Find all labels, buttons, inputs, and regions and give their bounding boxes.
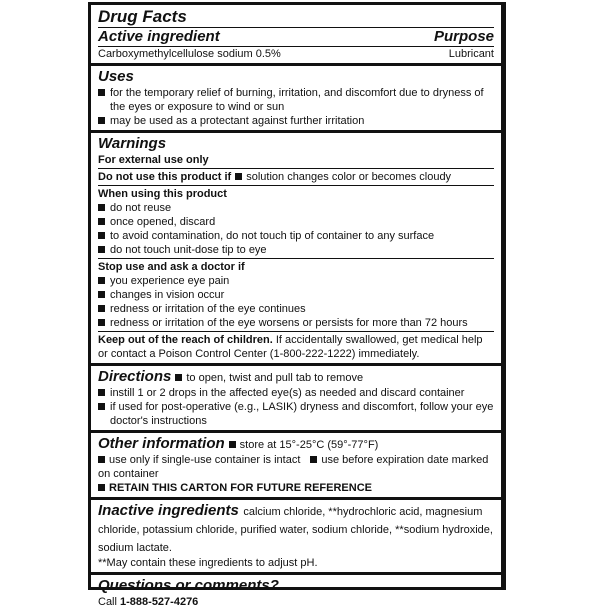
bullet-icon — [98, 305, 105, 312]
call-label: Call — [98, 596, 117, 608]
keep-out-block: Keep out of the reach of children. If accidentally swallowed, get medical help or contact a Poison Control Center (1-800-222-1222) immediately. — [98, 331, 494, 361]
bullet-icon — [229, 441, 236, 448]
inactive-ingredients-heading: Inactive ingredients — [98, 502, 239, 519]
bullet-icon — [98, 389, 105, 396]
list-item: to avoid contamination, do not touch tip of container to any surface — [98, 229, 494, 243]
purpose-value: Lubricant — [448, 48, 494, 60]
list-item: RETAIN THIS CARTON FOR FUTURE REFERENCE — [98, 481, 494, 495]
when-using-block: When using this product do not reuse once opened, discard to avoid contamination, do not touch tip of container to any surface do not touch unit-dose tip to eye — [98, 185, 494, 257]
list-item: redness or irritation of the eye worsens or persists for more than 72 hours — [98, 316, 494, 330]
stop-use-block: Stop use and ask a doctor if you experience eye pain changes in vision occur redness or irritation of the eye continues redness or irritation of the eye worsens or persists for more than 72 hours — [98, 258, 494, 330]
bullet-icon — [98, 291, 105, 298]
directions-heading: Directions — [98, 368, 172, 385]
bullet-icon — [175, 374, 182, 381]
do-not-use-block: Do not use this product if solution changes color or becomes cloudy — [98, 168, 494, 184]
active-ingredient-section — [91, 5, 501, 66]
bullet-icon — [98, 204, 105, 211]
bullet-icon — [310, 456, 317, 463]
list-item: may be used as a protectant against further irritation — [98, 114, 494, 128]
bullet-icon — [98, 319, 105, 326]
bullet-icon — [98, 218, 105, 225]
directions-section: Directions to open, twist and pull tab to remove instill 1 or 2 drops in the affected eye(s) as needed and discard container if used for post-operative (e.g., LASIK) dryness and discomfort, follow your eye doctor's instructions — [91, 366, 501, 433]
list-item: do not touch unit-dose tip to eye — [98, 243, 494, 257]
list-item: you experience eye pain — [98, 274, 494, 288]
drug-facts-title: Drug Facts — [98, 7, 494, 28]
active-ingredient-value: Carboxymethylcellulose sodium 0.5% — [98, 48, 281, 60]
list-item: changes in vision occur — [98, 288, 494, 302]
warnings-section — [91, 133, 501, 366]
uses-section — [91, 66, 501, 133]
external-use-text: For external use only — [98, 154, 209, 166]
bullet-icon — [98, 89, 105, 96]
list-item: use only if single-use container is intact use before expiration date marked on container — [98, 454, 489, 480]
phone-number: 1-888-527-4276 — [120, 596, 199, 608]
bullet-icon — [98, 232, 105, 239]
active-ingredient-heading: Active ingredient — [98, 28, 220, 45]
other-information-heading: Other information — [98, 435, 225, 452]
bullet-icon — [98, 246, 105, 253]
purpose-heading: Purpose — [433, 28, 494, 45]
warnings-heading: Warnings — [98, 135, 167, 152]
list-item: redness or irritation of the eye continues — [98, 302, 494, 316]
drug-facts-panel — [88, 2, 506, 608]
other-information-section: Other information store at 15°-25°C (59°-77°F) use only if single-use container is intact use before expiration date marked on container RETAIN THIS CARTON FOR FUTURE REFERENCE — [91, 433, 501, 500]
questions-section — [91, 575, 501, 611]
inactive-ingredients-note: **May contain these ingredients to adjust pH. — [98, 557, 318, 569]
inactive-ingredients-text: calcium chloride, **hydrochloric acid, magnesium chloride, potassium chloride, purified water, sodium chloride, **sodium hydroxide, sodium lactate. — [98, 506, 493, 554]
list-item: once opened, discard — [98, 215, 494, 229]
bullet-icon — [98, 277, 105, 284]
inactive-ingredients-section — [91, 500, 501, 575]
bullet-icon — [98, 403, 105, 410]
questions-heading: Questions or comments? — [98, 577, 279, 594]
list-item: for the temporary relief of burning, irritation, and discomfort due to dryness of the eyes or exposure to wind or sun — [98, 86, 494, 114]
bullet-icon — [98, 117, 105, 124]
uses-heading: Uses — [98, 68, 134, 85]
bullet-icon — [98, 456, 105, 463]
list-item: if used for post-operative (e.g., LASIK) dryness and discomfort, follow your eye doctor's instructions — [98, 400, 494, 428]
bullet-icon — [235, 173, 242, 180]
list-item: do not reuse — [98, 201, 494, 215]
list-item: instill 1 or 2 drops in the affected eye(s) as needed and discard container — [98, 386, 494, 400]
bullet-icon — [98, 484, 105, 491]
